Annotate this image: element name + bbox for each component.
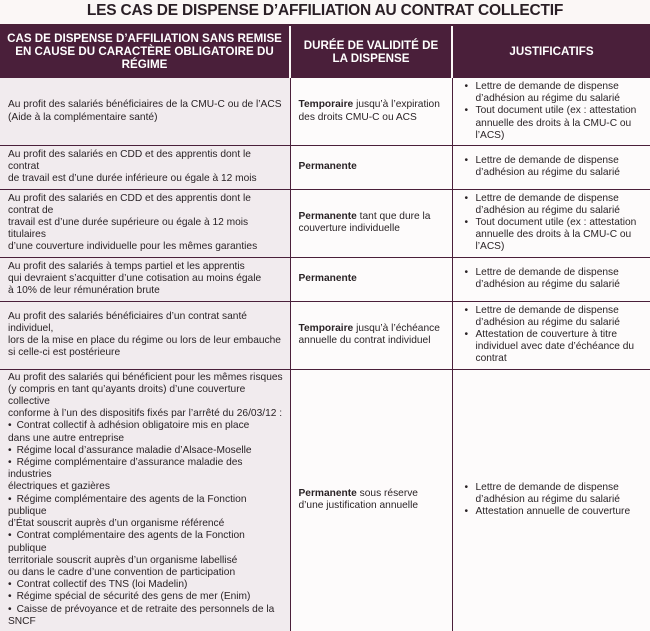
justif-item: • Lettre de demande de dispense d’adhésion au régime du salarié [461,305,645,329]
justifs-list [461,193,645,254]
duration-cell [290,78,452,146]
case-cell [0,146,290,190]
header-duration: DURÉE DE VALIDITÉ DE LA DISPENSE [290,26,452,78]
case-bullet-text: • Régime complémentaire d’assurance maladie des industries [8,457,284,481]
case-cell [0,369,290,631]
justifs-cell [452,257,650,301]
table-row [0,78,650,146]
justifs-list [461,267,645,291]
case-text: Au profit des salariés en CDD et des apprentis dont le contrat [8,149,251,173]
table-row [0,369,650,631]
justif-item: • Tout document utile (ex : attestation annuelle des droits à la CMU-C ou l’ACS) [461,105,645,142]
justifs-cell [452,189,650,257]
justifs-cell [452,301,650,369]
duration-cell [290,369,452,631]
justif-item: • Attestation annuelle de couverture [461,506,645,518]
case-text: travail est d’une durée supérieure ou égale à 12 mois titulaires [8,217,249,241]
justifs-cell [452,146,650,190]
dispense-table [0,26,650,631]
case-bullet-text: électriques et gazières [8,481,110,493]
case-bullet-text: dans une autre entreprise [8,432,125,444]
duration-detail: jusqu’à l’échéance annuelle du contrat individuel [298,322,440,347]
case-bullet-text: • Régime local d’assurance maladie d’Alsace-Moselle [8,445,284,457]
table-row [0,257,650,301]
duration-cell [290,189,452,257]
duration-cell [290,257,452,301]
justifs-list [461,155,645,179]
duration-type: Permanente [298,488,357,500]
case-text: si celle-ci est postérieure [8,347,121,359]
case-bullet-text: ou dans le cadre d’une convention de participation [8,566,236,578]
case-bullet-text: • Contrat complémentaire des agents de la Fonction publique [8,530,284,554]
header-cases: CAS DE DISPENSE D’AFFILIATION SANS REMISE EN CAUSE DU CARACTÈRE OBLIGATOIRE DU RÉGIME [0,26,290,78]
case-text: Au profit des salariés bénéficiaires d’un contrat santé individuel, [8,310,247,334]
case-text: Au profit des salariés bénéficiaires de la CMU-C ou de l’ACS [8,99,282,111]
justifs-list [461,482,645,519]
justif-item: • Attestation de couverture à titre individuel avec date d’échéance du contrat [461,329,645,366]
case-intro-text: (y compris en tant qu’ayants droits) d’une couverture collective [8,383,246,408]
justif-item: • Lettre de demande de dispense d’adhésion au régime du salarié [461,81,645,105]
case-text: Au profit des salariés à temps partiel et les apprentis [8,260,245,272]
table-row [0,301,650,369]
duration-type: Temporaire [298,99,354,111]
case-text: lors de la mise en place du régime ou lors de leur embauche [8,335,281,347]
case-cell [0,257,290,301]
justifs-list [461,81,645,142]
duration-detail: tant que dure la couverture individuelle [298,210,431,235]
case-bullet-text: territoriale souscrit auprès d’un organisme labellisé [8,554,238,566]
case-cell [0,189,290,257]
duration-type: Temporaire [298,322,354,334]
case-bullet-text: • Régime complémentaire des agents de la Fonction publique [8,494,284,518]
justifs-list [461,305,645,366]
justifs-cell [452,78,650,146]
duration-detail: jusqu’à l’expiration des droits CMU-C ou ACS [298,99,440,123]
case-text: Au profit des salariés en CDD et des apprentis dont le contrat de [8,192,251,216]
table-row [0,189,650,257]
duration-type: Permanente [298,161,357,173]
case-cell [0,78,290,146]
duration-cell [290,146,452,190]
duration-type: Permanente [298,273,357,285]
case-cell [0,301,290,369]
case-text: de travail est d’une durée inférieure ou égale à 12 mois [8,173,257,185]
case-text: qui devraient s’acquitter d’une cotisation au moins égale [8,273,262,285]
duration-cell [290,301,452,369]
case-bullet-text: • Contrat collectif des TNS (loi Madelin) [8,579,284,591]
table-row [0,146,650,190]
case-bullet-text: d’État souscrit auprès d’un organisme référencé [8,518,225,530]
justifs-cell [452,369,650,631]
case-text: à 10% de leur rémunération brute [8,285,160,297]
justif-item: • Lettre de demande de dispense d’adhésion au régime du salarié [461,155,645,179]
justif-item: • Lettre de demande de dispense d’adhésion au régime du salarié [461,267,645,291]
justif-item: • Tout document utile (ex : attestation annuelle des droits à la CMU-C ou l’ACS) [461,217,645,254]
case-text: d’une couverture individuelle pour les mêmes garanties [8,241,258,253]
case-bullet-text: • Caisse de prévoyance et de retraite des personnels de la SNCF [8,604,284,628]
case-intro-text: Au profit des salariés qui bénéficient pour les mêmes risques [8,371,283,383]
justif-item: • Lettre de demande de dispense d’adhésion au régime du salarié [461,193,645,217]
case-intro-text: conforme à l’un des dispositifs fixés par l’arrêté du 26/03/12 : [8,408,283,420]
duration-detail: sous réserve d’une justification annuelle [298,488,419,512]
page-title: LES CAS DE DISPENSE D’AFFILIATION AU CONTRAT COLLECTIF [0,0,650,26]
table-body [0,78,650,631]
header-justifs: JUSTIFICATIFS [452,26,650,78]
justif-item: • Lettre de demande de dispense d’adhésion au régime du salarié [461,482,645,506]
case-text: (Aide à la complémentaire santé) [8,111,158,123]
duration-type: Permanente [298,210,357,222]
case-bullet-text: • Contrat collectif à adhésion obligatoire mis en place [8,420,284,432]
case-bullet-text: • Régime spécial de sécurité des gens de mer (Enim) [8,591,284,603]
table-header-row [0,26,650,78]
